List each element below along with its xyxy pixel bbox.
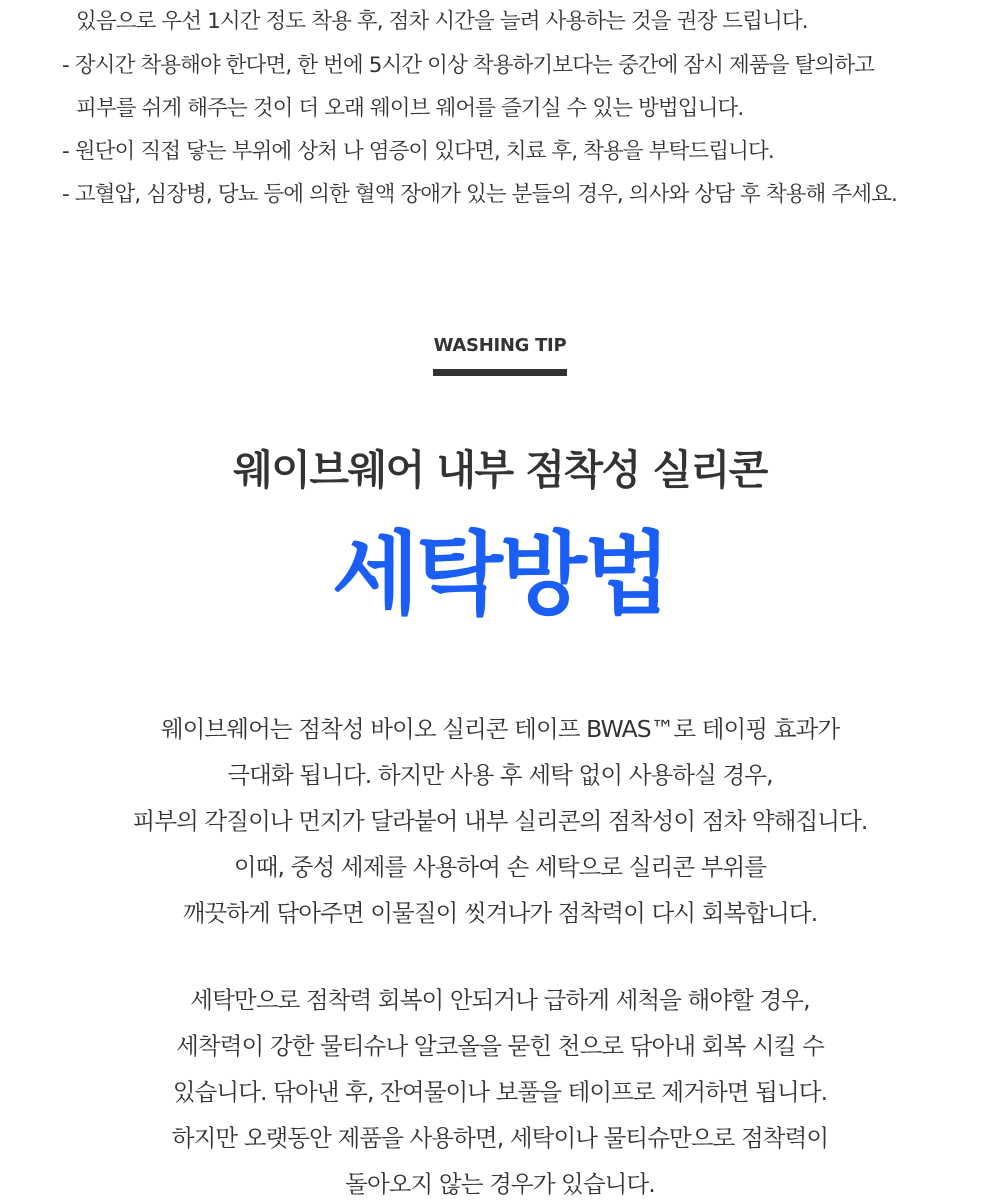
note-line: 있음으로 우선 1시간 정도 착용 후, 점차 시간을 늘려 사용하는 것을 권장 드립니다. [76,9,808,34]
paragraph-line: 피부의 각질이나 먼지가 달라붙어 내부 실리콘의 점착성이 점차 약해집니다. [132,807,868,835]
paragraph-line: 웨이브웨어는 점착성 바이오 실리콘 테이프 BWAS™로 테이핑 효과가 [160,715,840,743]
tag-underline [433,369,567,376]
note-line: - 원단이 직접 닿는 부위에 상처 나 염증이 있다면, 치료 후, 착용을 부탁드립니다. [62,139,774,164]
section-title: 세탁방법 [332,522,668,627]
section-tag: WASHING TIP [433,335,567,356]
paragraph-line: 극대화 됩니다. 하지만 사용 후 세탁 없이 사용하실 경우, [227,761,773,789]
paragraph-line: 돌아오지 않는 경우가 있습니다. [345,1170,655,1198]
paragraph-line: 세착력이 강한 물티슈나 알코올을 묻힌 천으로 닦아내 회복 시킬 수 [176,1032,824,1060]
note-line: - 고혈압, 심장병, 당뇨 등에 의한 혈액 장애가 있는 분들의 경우, 의사와 상담 후 착용해 주세요. [62,182,897,207]
paragraph-line: 세탁만으로 점착력 회복이 안되거나 급하게 세척을 해야할 경우, [190,986,810,1014]
paragraph-line: 깨끗하게 닦아주면 이물질이 씻겨나가 점착력이 다시 회복합니다. [182,899,818,927]
paragraph-line: 있습니다. 닦아낸 후, 잔여물이나 보풀을 테이프로 제거하면 됩니다. [172,1078,828,1106]
section-subtitle: 웨이브웨어 내부 점착성 실리콘 [233,446,767,494]
paragraph-line: 하지만 오랫동안 제품을 사용하면, 세탁이나 물티슈만으로 점착력이 [171,1124,829,1152]
paragraph-line: 이때, 중성 세제를 사용하여 손 세탁으로 실리콘 부위를 [233,853,767,881]
note-line: - 장시간 착용해야 한다면, 한 번에 5시간 이상 착용하기보다는 중간에 잠시 제품을 탈의하고 [62,53,875,78]
note-line: 피부를 쉬게 해주는 것이 더 오래 웨이브 웨어를 즐기실 수 있는 방법입니다. [76,96,744,121]
